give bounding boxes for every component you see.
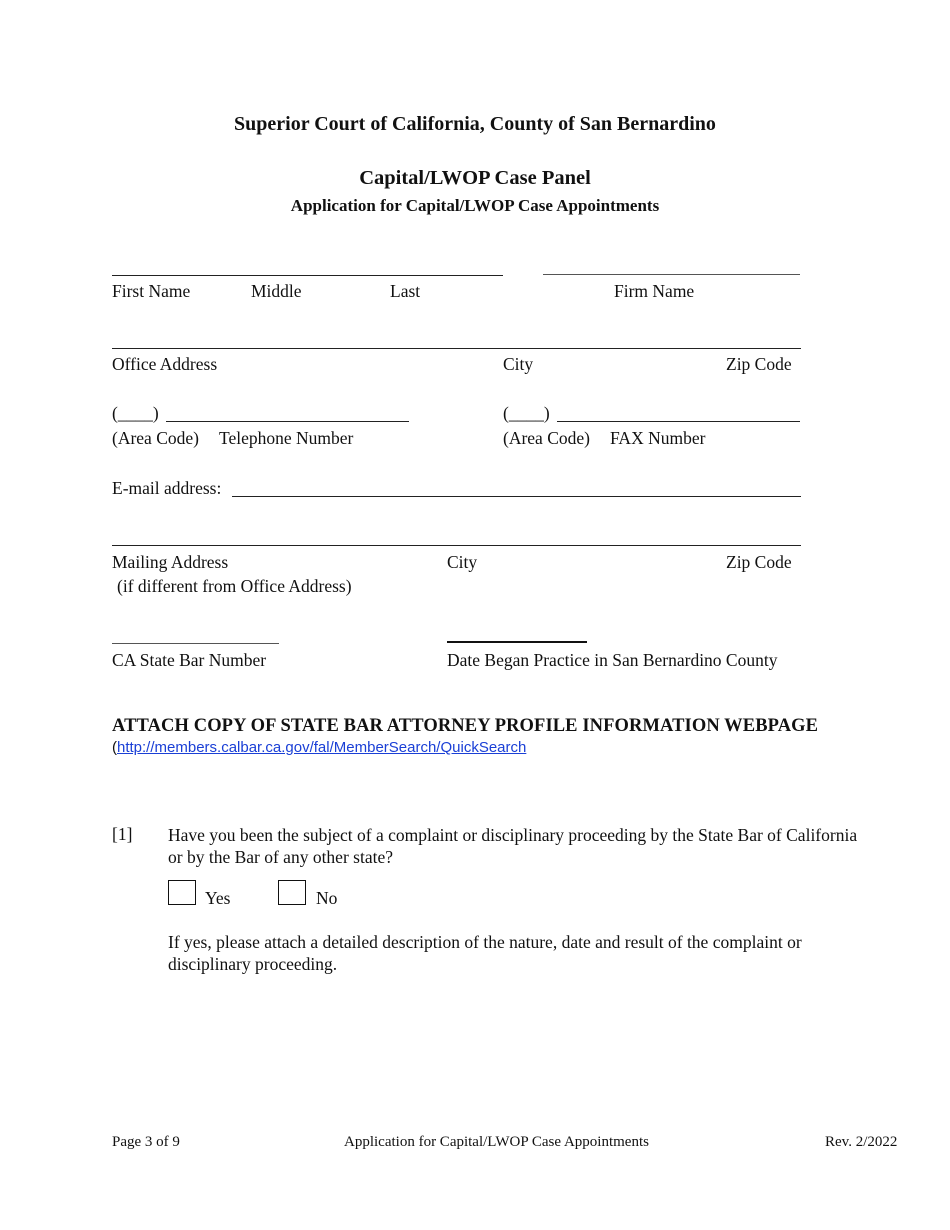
mailing-address-label: Mailing Address xyxy=(112,552,229,572)
first-name-label: First Name xyxy=(112,281,191,301)
fax-number-input-line[interactable] xyxy=(557,421,800,422)
yes-checkbox[interactable] xyxy=(168,880,196,905)
state-bar-label: CA State Bar Number xyxy=(112,650,267,670)
question-text: Have you been the subject of a complaint or disciplinary proceeding by the State Bar of California or by the Bar of any other state? xyxy=(168,825,858,867)
state-bar-search-link[interactable]: http://members.calbar.ca.gov/fal/MemberSearch/QuickSearch xyxy=(117,739,527,756)
office-city-label: City xyxy=(503,354,534,374)
last-name-label: Last xyxy=(390,281,421,301)
date-began-input-line[interactable] xyxy=(447,641,587,643)
phone-area-code-label: (Area Code) xyxy=(112,428,199,448)
panel-title: Capital/LWOP Case Panel xyxy=(359,167,591,189)
attach-link-line xyxy=(112,739,526,756)
page-subtitle: Application for Capital/LWOP Case Appointments xyxy=(290,196,660,215)
name-input-line[interactable] xyxy=(112,275,503,276)
fax-label: FAX Number xyxy=(610,428,706,448)
court-title: Superior Court of California, County of San Bernardino xyxy=(234,113,716,135)
email-input-line[interactable] xyxy=(232,496,801,497)
email-label: E-mail address: xyxy=(112,478,222,498)
fax-area-code-label: (Area Code) xyxy=(503,428,590,448)
mailing-address-input-line[interactable] xyxy=(112,545,801,546)
fax-area-code-blank[interactable]: (____) xyxy=(503,403,550,423)
footer-revision: Rev. 2/2022 xyxy=(825,1134,898,1150)
no-label: No xyxy=(316,888,338,908)
no-checkbox[interactable] xyxy=(278,880,306,905)
office-address-label: Office Address xyxy=(112,354,218,374)
footer-page-number: Page 3 of 9 xyxy=(112,1134,180,1150)
date-began-label: Date Began Practice in San Bernardino County xyxy=(447,650,778,670)
firm-name-input-line[interactable] xyxy=(543,274,800,275)
state-bar-input-line[interactable] xyxy=(112,643,279,644)
mailing-city-label: City xyxy=(447,552,478,572)
attach-heading: ATTACH COPY OF STATE BAR ATTORNEY PROFILE INFORMATION WEBPAGE xyxy=(112,716,819,736)
office-address-input-line[interactable] xyxy=(112,348,801,349)
firm-name-label: Firm Name xyxy=(614,281,695,301)
telephone-label: Telephone Number xyxy=(219,428,354,448)
footer-title: Application for Capital/LWOP Case Appointments xyxy=(344,1134,649,1150)
question-number: [1] xyxy=(112,824,133,844)
open-paren: ( xyxy=(112,739,117,756)
middle-name-label: Middle xyxy=(251,281,302,301)
yes-label: Yes xyxy=(205,888,231,908)
mailing-note: (if different from Office Address) xyxy=(117,576,352,596)
office-zip-label: Zip Code xyxy=(726,354,792,374)
phone-number-input-line[interactable] xyxy=(166,421,409,422)
question-followup: If yes, please attach a detailed description of the nature, date and result of the complaint or disciplinary proceeding. xyxy=(168,932,802,974)
mailing-zip-label: Zip Code xyxy=(726,552,792,572)
phone-area-code-blank[interactable]: (____) xyxy=(112,403,159,423)
